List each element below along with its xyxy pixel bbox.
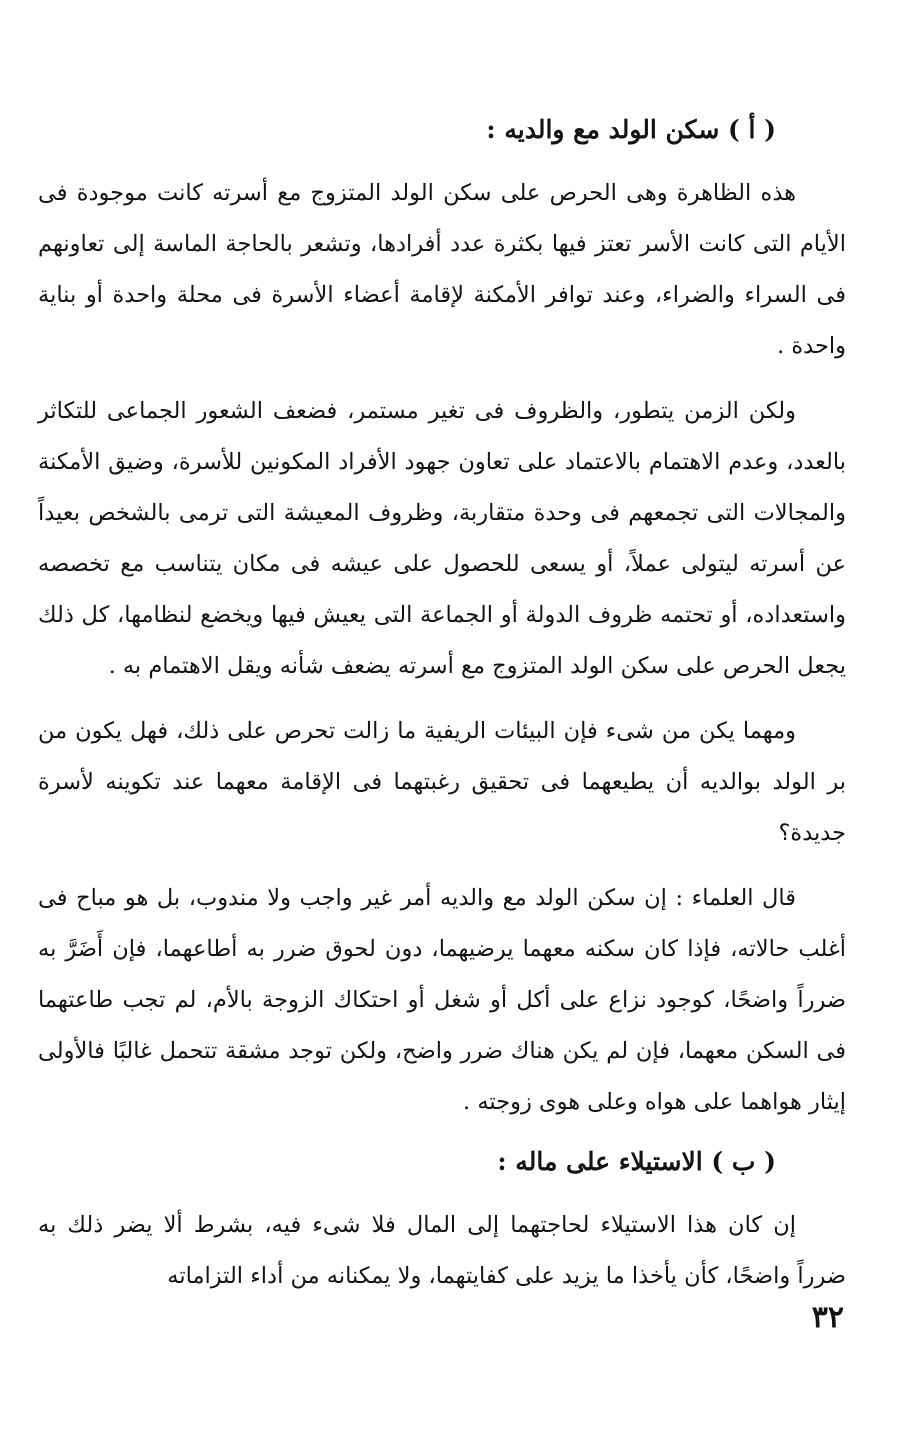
section-b-heading: ( ب ) الاستيلاء على ماله : [497, 1147, 776, 1176]
section-a-paragraph-1: هذه الظاهرة وهى الحرص على سكن الولد المتزوج مع أسرته كانت موجودة فى الأيام التى كانت الأسر تعتز فيها بكثرة عدد أفرادها، وتشعر بالحاجة الماسة إلى تعاونهم فى السراء والضراء، وعند توافر الأمكنة لإقامة أعضاء الأسرة فى محلة واحدة أو بناية واحدة . [38, 180, 846, 359]
section-a-heading: ( أ ) سكن الولد مع والديه : [486, 115, 776, 144]
page-content [38, 96, 846, 1316]
section-a-paragraph-2: ولكن الزمن يتطور، والظروف فى تغير مستمر، فضعف الشعور الجماعى للتكاثر بالعدد، وعدم الاهتمام بالاعتماد على تعاون جهود الأفراد المكونين للأسرة، وضيق الأمكنة والمجالات التى تجمعهم فى وحدة متقاربة، وظروف المعيشة التى ترمى بالشخص بعيداً عن أسرته ليتولى عملاً، أو يسعى للحصول على عيشه فى مكان يتناسب مع تخصصه واستعداده، أو تحتمه ظروف الدولة أو الجماعة التى يعيش فيها ويخضع لنظامها، كل ذلك يجعل الحرص على سكن الولد المتزوج مع أسرته يضعف شأنه ويقل الاهتمام به . [38, 398, 846, 679]
page-number: ٣٢ [811, 1300, 844, 1335]
section-b-paragraph-1: إن كان هذا الاستيلاء لحاجتهما إلى المال فلا شىء فيه، بشرط ألا يضر ذلك به ضرراً واضحًا، كأن يأخذا ما يزيد على كفايتهما، ولا يمكنانه من أداء التزاماته [38, 1212, 846, 1289]
section-a-paragraph-3: ومهما يكن من شىء فإن البيئات الريفية ما زالت تحرص على ذلك، فهل يكون من بر الولد بوالديه أن يطيعهما فى تحقيق رغبتهما فى الإقامة معهما عند تكوينه لأسرة جديدة؟ [38, 718, 846, 846]
section-a-paragraph-4: قال العلماء : إن سكن الولد مع والديه أمر غير واجب ولا مندوب، بل هو مباح فى أغلب حالاته، فإذا كان سكنه معهما يرضيهما، دون لحوق ضرر به أطاعهما، فإن أَضَرَّ به ضرراً واضحًا، كوجود نزاع على أكل أو شغل أو احتكاك الزوجة بالأم، لم تجب طاعتهما فى السكن معهما، فإن لم يكن هناك ضرر واضح، ولكن توجد مشقة تتحمل غالبًا فالأولى إيثار هواهما على هواه وعلى هوى زوجته . [38, 885, 846, 1115]
